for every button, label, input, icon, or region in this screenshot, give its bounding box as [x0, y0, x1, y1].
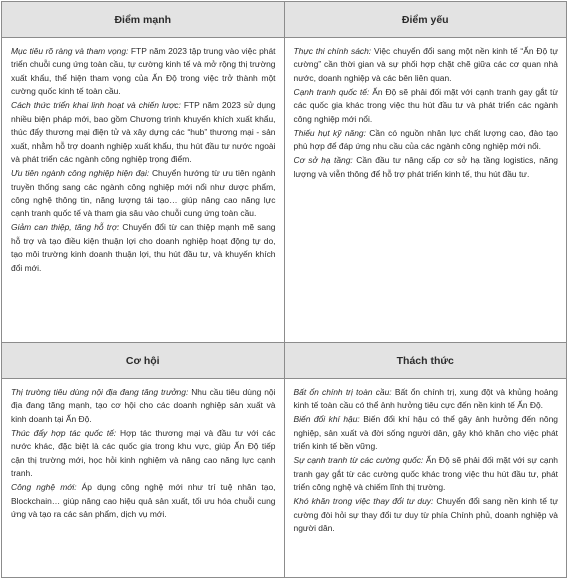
threats-header: Thách thức — [284, 343, 567, 379]
opportunities-header: Cơ hội — [2, 343, 285, 379]
strength-item-text: FTP năm 2023 sử dụng nhiều biện pháp mới, bao gồm Chương trình khuyến khích xuất khẩu, thúc đẩy thương mại điện tử và xây dựng các “hub” thương mại - sản xuất, nhằm hỗ trợ doanh nghiệp xuất khẩu, thu hút đầu tư nước ngoài và phát triển các ngành công nghiệp trọng điểm. — [11, 100, 276, 165]
strength-item-label: Mục tiêu rõ ràng và tham vọng: — [11, 46, 129, 56]
strength-item-1 — [11, 45, 276, 99]
opportunity-item-text: Áp dụng công nghệ mới như trí tuệ nhân tạo, Blockchain… giúp nâng cao hiệu quả sản xuất, tối ưu hóa chuỗi cung ứng và tạo ra các sản phẩm, dịch vụ mới. — [11, 482, 276, 520]
threat-item-2 — [294, 413, 559, 453]
threat-item-text: Bất ổn chính trị, xung đột và khủng hoảng kinh tế toàn cầu có thể ảnh hưởng tiêu cực đến nền kinh tế Ấn Độ. — [293, 387, 558, 411]
opportunity-item-label: Thúc đẩy hợp tác quốc tế: — [11, 427, 117, 438]
threat-item-3 — [294, 454, 559, 494]
strength-item-3 — [11, 167, 276, 221]
strength-item-label: Cách thức triển khai linh hoạt và chiến lược: — [11, 100, 181, 111]
threat-item-label: Khó khăn trong việc thay đổi tư duy: — [293, 496, 434, 507]
weaknesses-header: Điểm yếu — [284, 2, 567, 38]
weakness-item-label: Thực thi chính sách: — [293, 46, 372, 56]
threat-item-label: Bất ổn chính trị toàn cầu: — [293, 387, 392, 397]
strength-item-2 — [11, 99, 276, 166]
opportunity-item-text: Nhu cầu tiêu dùng nội địa đang tăng mạnh, tạo cơ hội cho các doanh nghiệp sản xuất và kinh doanh tại Ấn Độ. — [11, 387, 276, 424]
strength-item-label: Ưu tiên ngành công nghiệp hiện đại: — [11, 168, 150, 179]
threat-item-text: Ấn Độ sẽ phải đối mặt với sự cạnh tranh gay gắt từ các cường quốc khác trong việc thu hút đầu tư, phát triển công nghệ và chiếm lĩnh thị trường. — [293, 455, 558, 493]
weaknesses-cell — [284, 38, 567, 343]
weakness-item-2 — [294, 86, 559, 126]
strength-item-label: Giảm can thiệp, tăng hỗ trợ: — [11, 222, 120, 233]
strength-item-text: FTP năm 2023 tập trung vào việc phát triển chuỗi cung ứng toàn cầu, tự cường kinh tế và mở rộng thị trường xuất khẩu, thể hiện tham vọng của Ấn Độ trong việc trở thành một cường quốc kinh tế toàn cầu. — [11, 46, 276, 97]
threat-item-1 — [294, 386, 559, 413]
strengths-cell — [2, 38, 285, 343]
opportunity-item-label: Công nghệ mới: — [11, 482, 77, 493]
strength-item-text: Chuyển hướng từ ưu tiên ngành truyền thống sang các ngành công nghiệp mới nổi như dược phẩm, công nghệ thông tin, năng lượng tái tạo… giúp nâng cao năng lực cạnh tranh quốc tế và tham gia sâu vào chuỗi cung ứng toàn cầu. — [11, 168, 276, 219]
weakness-item-text: Cần có nguồn nhân lực chất lượng cao, đào tạo phù hợp để đáp ứng nhu cầu của các ngành công nghiệp mới nổi. — [293, 127, 558, 152]
opportunities-cell — [2, 379, 285, 578]
threat-item-4 — [294, 495, 559, 535]
threat-item-label: Sự cạnh tranh từ các cường quốc: — [293, 455, 424, 466]
opportunity-item-2 — [11, 427, 276, 481]
threats-cell — [284, 379, 567, 578]
weakness-item-label: Cạnh tranh quốc tế: — [293, 86, 370, 97]
threat-item-text: Chuyển đổi sang nền kinh tế tự cường đòi hỏi sự thay đổi tư duy từ phía Chính phủ, doanh nghiệp và người dân. — [293, 496, 558, 534]
weakness-item-label: Thiếu hụt kỹ năng: — [293, 127, 366, 138]
strength-item-text: Chuyển đổi từ can thiệp mạnh mẽ sang hỗ trợ và tạo điều kiện thuận lợi cho doanh nghiệp hoạt động tự do, tạo môi trường kinh doanh thuận lợi, thu hút đầu tư, và khuyến khích đổi mới. — [11, 222, 276, 273]
weakness-item-3 — [294, 127, 559, 154]
opportunity-item-1 — [11, 386, 276, 426]
weakness-item-4 — [294, 154, 559, 181]
strength-item-4 — [11, 221, 276, 275]
opportunity-item-label: Thị trường tiêu dùng nội địa đang tăng trưởng: — [11, 387, 189, 397]
threat-item-text: Biến đổi khí hậu có thể gây ảnh hưởng đến nông nghiệp, sản xuất và đời sống người dân, gây khó khăn cho việc phát triển kinh tế bền vững. — [293, 414, 558, 452]
weakness-item-1 — [294, 45, 559, 85]
swot-table — [1, 1, 567, 578]
opportunity-item-3 — [11, 481, 276, 521]
weakness-item-text: Ấn Độ sẽ phải đối mặt với cạnh tranh gay gắt từ các quốc gia khác trong việc thu hút đầu tư và phát triển các ngành công nghiệp mới nổi. — [293, 86, 558, 124]
weakness-item-text: Cần đầu tư nâng cấp cơ sở hạ tầng logistics, năng lượng và viễn thông để hỗ trợ phát triển kinh tế, thu hút đầu tư. — [293, 155, 558, 179]
weakness-item-label: Cơ sở hạ tầng: — [293, 155, 353, 166]
strengths-header: Điểm mạnh — [2, 2, 285, 38]
weakness-item-text: Việc chuyển đổi sang một nền kinh tế “Ấn Độ tự cường” cần thời gian và sự phối hợp chặt chẽ giữa các cơ quan nhà nước, doanh nghiệp và các bên liên quan. — [293, 46, 558, 83]
threat-item-label: Biến đổi khí hậu: — [293, 414, 360, 425]
opportunity-item-text: Hợp tác thương mại và đầu tư với các nước khác, đặc biệt là các quốc gia trong khu vực, giúp Ấn Độ tiếp cận thị trường mới, học hỏi kinh nghiệm và nâng cao năng lực cạnh tranh. — [11, 427, 276, 479]
